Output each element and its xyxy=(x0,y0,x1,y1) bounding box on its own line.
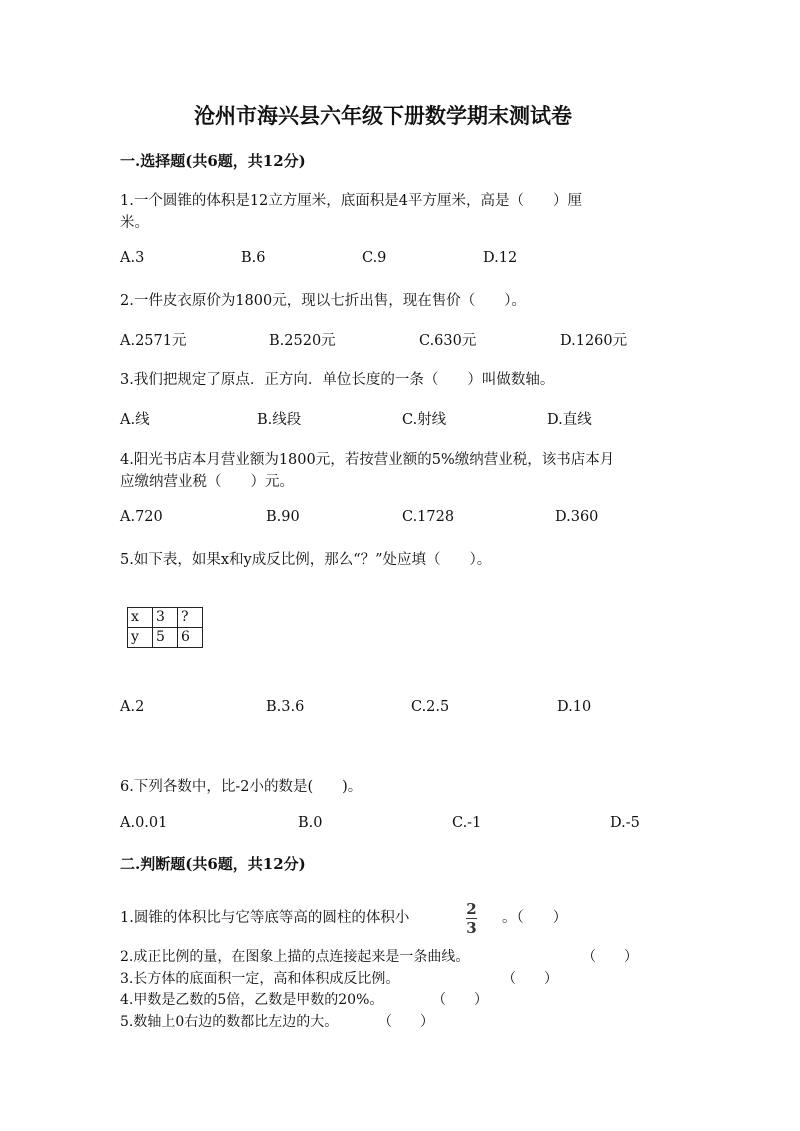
q3-option-c: C.射线 xyxy=(402,412,447,428)
question-6-line-1: 6.下列各数中，比-2小的数是( )。 xyxy=(120,779,363,795)
fraction-numerator: 2 xyxy=(466,900,477,918)
question-5-line-1: 5.如下表，如果x和y成反比例，那么“？”处应填（ ）。 xyxy=(120,552,492,568)
question-3-line-1: 3.我们把规定了原点．正方向．单位长度的一条（ ）叫做数轴。 xyxy=(120,372,555,388)
section2-heading: 二.判断题(共6题，共12分) xyxy=(120,855,306,873)
question-4-line-1: 4.阳光书店本月营业额为1800元，若按营业额的5%缴纳营业税，该书店本月 xyxy=(120,452,615,468)
q6-option-d: D.-5 xyxy=(610,815,640,831)
q2-option-b: B.2520元 xyxy=(269,333,336,349)
q2-option-a: A.2571元 xyxy=(120,333,187,349)
question-4-line-2: 应缴纳营业税（ ）元。 xyxy=(120,474,294,490)
judge-4-paren: （ ） xyxy=(432,992,488,1008)
q6-option-a: A.0.01 xyxy=(120,815,168,831)
q4-option-d: D.360 xyxy=(555,509,599,525)
table-cell: y xyxy=(128,628,153,648)
q4-option-c: C.1728 xyxy=(402,509,455,525)
judge-2-text: 2.成正比例的量，在图象上描的点连接起来是一条曲线。 xyxy=(120,949,470,965)
q1-option-d: D.12 xyxy=(483,250,518,266)
section1-heading: 一.选择题(共6题，共12分) xyxy=(120,152,306,170)
question-2-line-1: 2.一件皮衣原价为1800元，现以七折出售，现在售价（ ）。 xyxy=(120,293,526,309)
table-cell: 6 xyxy=(178,628,203,648)
judge-5-text: 5.数轴上0右边的数都比左边的大。 xyxy=(120,1014,339,1030)
q4-option-a: A.720 xyxy=(120,509,163,525)
table-cell: 3 xyxy=(153,608,178,628)
judge-2-paren: （ ） xyxy=(582,949,638,965)
question-1-line-2: 米。 xyxy=(120,215,149,231)
q6-option-b: B.0 xyxy=(298,815,323,831)
q6-option-c: C.-1 xyxy=(452,815,482,831)
q5-option-d: D.10 xyxy=(557,699,592,715)
table-cell: 5 xyxy=(153,628,178,648)
q1-option-c: C.9 xyxy=(362,250,387,266)
table-row xyxy=(128,608,203,628)
q1-option-b: B.6 xyxy=(241,250,266,266)
table-cell: ? xyxy=(178,608,203,628)
q5-option-b: B.3.6 xyxy=(266,699,305,715)
q2-option-c: C.630元 xyxy=(419,333,477,349)
judge-1-paren: 。（ ） xyxy=(502,910,568,926)
judge-1-fraction xyxy=(466,899,477,936)
judge-4-text: 4.甲数是乙数的5倍，乙数是甲数的20%。 xyxy=(120,992,384,1008)
judge-5-paren: （ ） xyxy=(378,1014,434,1030)
fraction-denominator: 3 xyxy=(466,919,477,937)
q5-option-c: C.2.5 xyxy=(411,699,450,715)
q4-option-b: B.90 xyxy=(266,509,300,525)
fraction xyxy=(466,901,477,936)
question-1-line-1: 1.一个圆锥的体积是12立方厘米，底面积是4平方厘米，高是（ ）厘 xyxy=(120,193,583,209)
judge-3-text: 3.长方体的底面积一定，高和体积成反比例。 xyxy=(120,971,400,987)
q3-option-b: B.线段 xyxy=(257,412,302,428)
table-cell: x xyxy=(128,608,153,628)
judge-1-text: 1.圆锥的体积比与它等底等高的圆柱的体积小 xyxy=(120,910,410,926)
q3-option-d: D.直线 xyxy=(547,412,592,428)
q3-option-a: A.线 xyxy=(120,412,150,428)
q2-option-d: D.1260元 xyxy=(560,333,628,349)
xy-table xyxy=(127,607,203,648)
page-title: 沧州市海兴县六年级下册数学期末测试卷 xyxy=(194,103,572,128)
judge-3-paren: （ ） xyxy=(502,971,558,987)
q1-option-a: A.3 xyxy=(120,250,145,266)
q5-option-a: A.2 xyxy=(120,699,145,715)
table-row xyxy=(128,628,203,648)
